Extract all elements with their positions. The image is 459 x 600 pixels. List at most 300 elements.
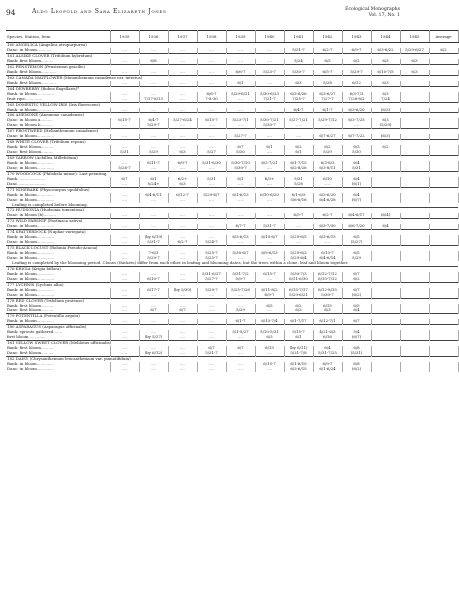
table-cell: .... (168, 367, 197, 372)
table-cell: 6/12 (342, 81, 371, 86)
table-cell: 6/9-7 (313, 362, 342, 367)
table-cell: .... (139, 145, 168, 150)
table-cell: .... (110, 92, 139, 97)
table-cell: .... (284, 123, 313, 129)
table-cell: .... (168, 272, 197, 277)
table-cell: .... (168, 97, 197, 103)
species-title: 178 RED CLOVER (Trifolium pratense) (6, 298, 458, 304)
table-cell: .... (197, 293, 226, 299)
table-cell: .... (168, 134, 197, 139)
table-cell: 6/15 (255, 346, 284, 351)
table-cell: 5/28 (284, 182, 313, 188)
table-cell: .... (255, 213, 284, 218)
table-cell: (by 6/19) (139, 235, 168, 240)
table-cell: 6/3-8/11 (313, 166, 342, 172)
table-cell: 5/25-7/26 (226, 288, 255, 293)
table-cell: 6/4 (313, 346, 342, 351)
table-cell: .... (110, 304, 139, 309)
table-cell: 5/31-7 (255, 224, 284, 229)
table-cell: .... (110, 123, 139, 129)
table-cell: 6/1 (284, 150, 313, 156)
table-cell: 6/4 (342, 308, 371, 314)
table-cell: .... (110, 293, 139, 299)
table-cell: .... (110, 308, 139, 314)
table-cell: .... (139, 304, 168, 309)
table-cell: 6/15-7 (255, 272, 284, 277)
row-label: Bank: first bloom.......... (6, 304, 110, 309)
row-label: Danc: first bloom.......... (6, 150, 110, 156)
table-cell: .... (197, 308, 226, 314)
table-cell: .... (197, 182, 226, 188)
table-cell: .... (168, 198, 197, 203)
table-cell: .... (255, 48, 284, 53)
species-title: 182 DAISY (Chrysanthemum leucanthemum var. pinnatifidum) (6, 357, 458, 363)
table-cell: 5/26-7 (110, 166, 139, 172)
table-cell: 5/31 (284, 177, 313, 182)
table-cell: 7/25-7 (284, 97, 313, 103)
row-label: Bank: in bloom.............. (6, 362, 110, 367)
row-label: Bank: in bloom.............. (6, 251, 110, 256)
table-cell: .... (226, 335, 255, 341)
table-note: Leafing is completed by the blooming period. Clones (thickets) differ from each other in leafing and blooming dates, but the trees within a clone, leaf and bloom together. (12, 260, 349, 266)
table-cell: 6/1-7 (226, 319, 255, 324)
row-label: Danc: in bloom b.......... (6, 123, 110, 129)
table-cell: 6/6-7 (197, 92, 226, 97)
table-cell: .... (168, 251, 197, 256)
table-cell: 7/17-8/13 (139, 97, 168, 103)
table-cell: 6/7 (226, 346, 255, 351)
row-label: Bank: in bloom.............. (6, 193, 110, 198)
table-cell: (6/7) (342, 198, 371, 203)
table-cell: 6/3-6/27 (313, 92, 342, 97)
table-cell: 6/3 (168, 150, 197, 156)
column-header-1942: 1942 (313, 31, 342, 43)
table-cell: 6/5-7 (313, 70, 342, 75)
table-cell: 6/2 (342, 277, 371, 283)
table-cell: 5/31-7/2 (226, 272, 255, 277)
species-title: 176 KRIGIA (Krigia biflora) (6, 266, 458, 272)
table-cell: .... (168, 256, 197, 261)
table-cell: .... (226, 256, 255, 261)
table-cell: 6/8 (342, 362, 371, 367)
table-cell: (by 6/11) (284, 346, 313, 351)
table-cell: .... (168, 81, 197, 86)
table-cell: .... (139, 198, 168, 203)
table-cell: 6/4 (342, 193, 371, 198)
table-cell: 5/29 (226, 308, 255, 314)
table-cell: .... (168, 108, 197, 113)
table-cell: 6/3-6/13 (226, 235, 255, 240)
table-cell: .... (197, 330, 226, 335)
table-cell: 6/7 (197, 346, 226, 351)
table-cell: 6/1 (226, 81, 255, 86)
table-cell: .... (139, 166, 168, 172)
table-cell: .... (139, 367, 168, 372)
table-cell: 6/8 (342, 346, 371, 351)
table-cell: 6/4-6/28 (313, 198, 342, 203)
table-cell: 6/3 (313, 308, 342, 314)
table-cell: 6/17-7 (139, 288, 168, 293)
table-cell: .... (139, 108, 168, 113)
table-cell: .... (110, 346, 139, 351)
table-cell: 6/3 (284, 308, 313, 314)
table-cell: 6/5 (255, 304, 284, 309)
table-cell: .... (139, 330, 168, 335)
table-cell: .... (110, 224, 139, 229)
row-label: Danc: first bloom.......... (6, 308, 110, 314)
table-cell: (by 6/12) (139, 351, 168, 357)
column-header-1936: 1936 (139, 31, 168, 43)
table-cell: .... (226, 367, 255, 372)
table-cell: (6/3) (371, 108, 400, 113)
table-cell: 6/1-6/24 (313, 367, 342, 372)
row-label: Bank: first bloom.......... (6, 346, 110, 351)
table-cell: .... (139, 81, 168, 86)
table-cell: .... (255, 81, 284, 86)
table-cell: .... (255, 277, 284, 283)
document-page (6, 7, 452, 594)
table-cell: .... (226, 198, 255, 203)
table-cell: .... (255, 240, 284, 246)
table-cell: .... (255, 256, 284, 261)
table-cell: 6/10 (313, 177, 342, 182)
table-cell: 6/2 (429, 48, 458, 53)
table-cell: 6/7 (110, 177, 139, 182)
table-cell: .... (139, 362, 168, 367)
table-cell: 6/1-6/13 (226, 193, 255, 198)
table-cell: (by 5/30) (168, 288, 197, 293)
table-cell: 5/28 (313, 81, 342, 86)
table-cell: 5/29-6/21 (284, 293, 313, 299)
table-cell: 5/24-7 (197, 240, 226, 246)
table-cell: 5/15-7 (284, 330, 313, 335)
table-cell: .... (110, 319, 139, 324)
table-cell: .... (255, 59, 284, 64)
species-title: 174 SPATTERDOCK (Nuphar variegata) (6, 230, 458, 236)
table-cell: .... (197, 335, 226, 341)
table-cell: 5/31-7 (284, 48, 313, 53)
table-cell: .... (110, 161, 139, 166)
row-label: Bank: in bloom.............. (6, 92, 110, 97)
table-cell: .... (110, 362, 139, 367)
row-label: Danc: in bloom.............. (6, 277, 110, 283)
row-label: Bank: in bloom.............. (6, 319, 110, 324)
table-cell: 6/15-7 (110, 118, 139, 123)
table-cell: 6/9-6/13 (255, 251, 284, 256)
row-label: fruit ripe.............. (6, 97, 110, 103)
table-cell: .... (284, 240, 313, 246)
table-cell: 7-8-30 (197, 97, 226, 103)
table-cell: .... (110, 198, 139, 203)
table-cell: .... (197, 48, 226, 53)
table-cell: 6/2-7 (168, 240, 197, 246)
table-cell: .... (255, 150, 284, 156)
table-cell: .... (226, 108, 255, 113)
table-cell: .... (168, 145, 197, 150)
table-cell: .... (110, 59, 139, 64)
table-cell: 6/3 (400, 59, 429, 64)
table-header-row (6, 31, 458, 43)
table-cell: .... (226, 213, 255, 218)
table-cell: 6/10-6/7 (255, 235, 284, 240)
table-cell: 6/6-7 (226, 70, 255, 75)
column-header-1938: 1938 (197, 31, 226, 43)
table-cell: .... (226, 362, 255, 367)
table-cell: 6/11-8/2 (255, 288, 284, 293)
table-cell: 6/12-7 (168, 193, 197, 198)
table-cell: .... (139, 224, 168, 229)
table-cell: .... (168, 123, 197, 129)
species-title: 173 WILD PARSNIP (Pastinaca sativa) (6, 219, 458, 225)
row-label: Bank: first bloom............ (6, 70, 110, 75)
table-cell: .... (255, 166, 284, 172)
page-number: 94 (6, 8, 16, 17)
table-cell: 5/4 (342, 330, 371, 335)
table-cell: .... (168, 293, 197, 299)
table-cell: .... (197, 134, 226, 139)
table-cell: 5/10-5/31 (255, 330, 284, 335)
table-cell: 6/1-6/10 (284, 362, 313, 367)
table-cell: .... (110, 145, 139, 150)
table-cell: 6/7-6/27 (313, 134, 342, 139)
table-cell: (6/4) (371, 213, 400, 218)
row-label: Danc: first bloom.......... (6, 351, 110, 357)
table-cell: .... (255, 134, 284, 139)
table-cell: 5/6-6/16 (284, 198, 313, 203)
table-cell: 5/29-7 (342, 70, 371, 75)
table-cell: .... (168, 319, 197, 324)
table-cell: .... (197, 81, 226, 86)
table-cell: 6/7-7 (226, 224, 255, 229)
table-cell: .... (226, 293, 255, 299)
table-cell: 6/11-6/30 (284, 277, 313, 283)
table-cell: .... (197, 70, 226, 75)
row-label: Bank: in bloom.............. (6, 108, 110, 113)
table-cell: 6/16 (313, 335, 342, 341)
table-cell: .... (342, 123, 371, 129)
table-cell (371, 367, 400, 372)
table-cell: .... (139, 70, 168, 75)
table-cell: .... (110, 134, 139, 139)
table-cell: 6/3-6/22 (371, 48, 400, 53)
table-cell: .... (139, 213, 168, 218)
table-cell: .... (255, 308, 284, 314)
table-cell: .... (226, 123, 255, 129)
table-cell: .... (168, 277, 197, 283)
row-label: Danc: in bloom.............. (6, 367, 110, 372)
table-cell: 6/10-7 (139, 277, 168, 283)
table-cell: .... (110, 272, 139, 277)
table-cell: 7/21-7 (255, 97, 284, 103)
table-cell: 6/3 (371, 81, 400, 86)
table-cell: 6/3 (400, 70, 429, 75)
table-cell: 6/3+ (255, 177, 284, 182)
table-cell: 5/29-7 (139, 123, 168, 129)
table-cell: 6/5-7 (284, 213, 313, 218)
table-row (6, 367, 458, 372)
table-cell: 5/30-7/10 (226, 161, 255, 166)
table-cell: .... (110, 97, 139, 103)
table-cell: 6/3-8/3 (313, 161, 342, 166)
table-cell: 5/30-6/23 (255, 92, 284, 97)
table-cell: 6/1 (139, 177, 168, 182)
table-cell: 6/5 (342, 235, 371, 240)
table-cell: .... (110, 48, 139, 53)
table-cell: 5/25-7 (197, 251, 226, 256)
table-cell: 5/29 (342, 256, 371, 261)
table-cell: 5/30 (342, 150, 371, 156)
table-cell: 5/29-6/5 (284, 235, 313, 240)
table-cell: .... (168, 224, 197, 229)
table-cell: 5/30-6/7 (226, 251, 255, 256)
table-cell: .... (197, 362, 226, 367)
table-cell: 5/29-7 (197, 288, 226, 293)
species-title: 180 ASPARAGUS (Asparagus officinalis) (6, 325, 458, 331)
table-cell: 6/3 (342, 145, 371, 150)
table-cell: .... (168, 362, 197, 367)
table-cell: 6/3-6/15 (284, 367, 313, 372)
table-cell: 6/1 (226, 177, 255, 182)
table-cell: .... (110, 277, 139, 283)
species-title: 166 ANEMONE (Anemone canadensis) (6, 113, 458, 119)
species-title: 175 BLACK LOCUST (Robinia Pseudo-Acacia) (6, 246, 458, 252)
row-label: Bank: first bloom............ (6, 81, 110, 86)
table-cell: .... (110, 251, 139, 256)
row-label: Danc: in bloom.............. (6, 198, 110, 203)
page-header (6, 8, 402, 30)
table-cell: 6/11-7 (139, 161, 168, 166)
table-cell: 6/8 (139, 59, 168, 64)
table-cell: 6/15-7 (197, 118, 226, 123)
table-cell: 6/7-7/22 (342, 134, 371, 139)
table-cell: .... (313, 182, 342, 188)
table-cell: 6/4-6/11 (139, 193, 168, 198)
table-cell: 6/3 (255, 335, 284, 341)
table-cell: 6/3-7/25 (342, 118, 371, 123)
table-cell: 5/31-6/27 (197, 272, 226, 277)
table-cell: 5/27-7 (197, 277, 226, 283)
table-cell: 5/30-7 (284, 70, 313, 75)
table-cell: 5/25-7 (197, 256, 226, 261)
table-cell: .... (226, 304, 255, 309)
table-cell: .... (197, 59, 226, 64)
table-cell: .... (284, 134, 313, 139)
table-cell: 6/2+ (168, 177, 197, 182)
table-cell: 5/29-6/27 (400, 48, 429, 53)
table-cell: 5/31-7 (197, 351, 226, 357)
table-cell: .... (313, 123, 342, 129)
table-cell: 6/7 (342, 319, 371, 324)
row-label: Danc: in bloom a.......... (6, 118, 110, 123)
table-cell: 6/3-6/20 (342, 108, 371, 113)
table-cell: 6/7 (168, 308, 197, 314)
column-header-1941: 1941 (284, 31, 313, 43)
table-cell: .... (139, 92, 168, 97)
species-title: 179 POTENTILLA (Potentilla arguta) (6, 314, 458, 320)
table-cell: 5/1-5/27 (226, 330, 255, 335)
species-title: 177 LYCHNIS (Lychnis alba) (6, 282, 458, 288)
table-cell: 6/2-7/21 (255, 161, 284, 166)
species-title: 163 CANADA MAYFLOWER (Maianthemum canadense var. interius) (6, 75, 458, 81)
row-label: Danc: in bloom (b).......... (6, 213, 110, 218)
table-cell: .... (197, 224, 226, 229)
table-cell: 5/23-7/1 (226, 118, 255, 123)
table-cell: 6/3-7/3 (342, 92, 371, 97)
row-label: Danc: in bloom.............. (6, 293, 110, 299)
table-cell: 7-6/3 (139, 251, 168, 256)
table-cell: 5/24+ (139, 182, 168, 188)
table-cell: 7/24 (371, 97, 400, 103)
table-cell: 7/27-7 (313, 97, 342, 103)
table-cell: 6/15 (313, 304, 342, 309)
table-cell: 5/29 (313, 150, 342, 156)
table-cell: .... (110, 288, 139, 293)
table-cell: (5/31) (342, 351, 371, 357)
table-cell: 5/30-7/21 (255, 118, 284, 123)
row-label: Bank: first bloom.......... (6, 59, 110, 64)
table-cell: .... (139, 346, 168, 351)
row-label: first bloom.............. (6, 335, 110, 341)
row-label: Bank: first bloom.......... (6, 145, 110, 150)
table-cell: 5/30-7 (255, 123, 284, 129)
table-cell: .... (110, 235, 139, 240)
table-cell: 5/29-6/11 (226, 92, 255, 97)
table-cell: 6/1 (284, 335, 313, 341)
table-cell: 4/21-6/3 (313, 330, 342, 335)
table-cell: 6/4 (342, 161, 371, 166)
table-cell: 6/2 (284, 145, 313, 150)
species-title: 172 HUDSONIA (Hudsonia tomentosa) (6, 208, 458, 214)
row-label: Danc: in bloom.............. (6, 166, 110, 172)
table-cell: 6/7 (226, 145, 255, 150)
row-label: Danc: in bloom.............. (6, 240, 110, 246)
row-label: Danc....................... (6, 182, 110, 188)
table-cell: .... (313, 240, 342, 246)
table-cell: 6/9-7 (342, 48, 371, 53)
table-cell: 6/7 (342, 272, 371, 277)
table-cell: .... (226, 240, 255, 246)
table-cell: 5/29-6/4 (284, 256, 313, 261)
table-cell: 5/24 (284, 59, 313, 64)
table-cell: .... (226, 59, 255, 64)
table-cell: .... (255, 198, 284, 203)
table-cell: 6/2-8/26 (284, 166, 313, 172)
table-cell: .... (168, 213, 197, 218)
table-cell: 6/2 (284, 304, 313, 309)
table-cell: .... (139, 293, 168, 299)
table-cell: .... (110, 351, 139, 357)
table-cell: 6/3-6/15 (313, 235, 342, 240)
journal-info: Ecological Monographs Vol. 17, No. 1 (345, 7, 400, 18)
table-cell: 5/23-7 (255, 70, 284, 75)
table-cell: 6/7 (139, 308, 168, 314)
table-cell: 6/12-7/12 (313, 272, 342, 277)
column-header-1944: 1944 (371, 31, 400, 43)
table-cell: 5/27-7 (226, 134, 255, 139)
table-cell: 6/5 (342, 304, 371, 309)
table-cell: .... (197, 108, 226, 113)
table-cell: .... (255, 108, 284, 113)
table-cell: 6/10-7/5 (371, 70, 400, 75)
table-cell: .... (168, 48, 197, 53)
table-cell: 6/4 (371, 224, 400, 229)
table-cell: 5/29-7 (139, 256, 168, 261)
row-label: Bank: in bloom.............. (6, 235, 110, 240)
table-cell: 6/2 (371, 145, 400, 150)
phenology-table (6, 30, 459, 372)
species-title: 170 WOODCOCK (Philohela minor): Last peenting. (6, 172, 458, 178)
table-cell: .... (197, 367, 226, 372)
